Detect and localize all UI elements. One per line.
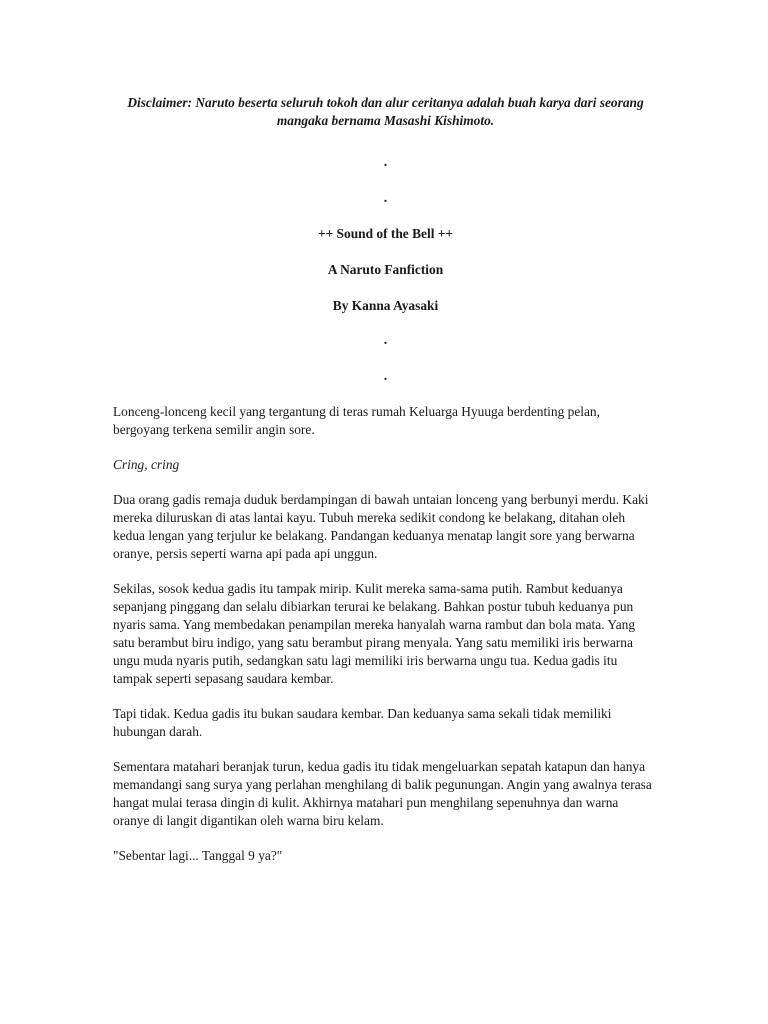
body-paragraph: "Sebentar lagi... Tanggal 9 ya?"	[113, 848, 283, 863]
disclaimer: Disclaimer: Naruto beserta seluruh tokoh dan alur ceritanya adalah buah karya dari seorang mangaka bernama Masashi Kishimoto.	[127, 95, 644, 128]
story-subtitle: A Naruto Fanfiction	[327, 262, 444, 277]
separator-dot: .	[383, 155, 388, 170]
body-paragraph: Sekilas, sosok kedua gadis itu tampak mirip. Kulit mereka sama-sama putih. Rambut keduanya sepanjang pinggang dan selalu dibiarkan terurai ke belakang. Bahkan postur tubuh keduanya pun nyaris sama. Yang membedakan penampilan mereka hanyalah warna rambut dan bola mata. Yang satu berambut biru indigo, yang satu berambut pirang menyala. Yang satu memiliki iris berwarna ungu muda nyaris putih, sedangkan satu lagi memiliki iris berwarna ungu tua. Kedua gadis itu tampak seperti sepasang saudara kembar.	[113, 581, 636, 686]
body-paragraph: Lonceng-lonceng kecil yang tergantung di teras rumah Keluarga Hyuuga berdenting pelan, bergoyang terkena semilir angin sore.	[113, 404, 600, 437]
body-paragraph: Tapi tidak. Kedua gadis itu bukan saudara kembar. Dan keduanya sama sekali tidak memiliki hubungan darah.	[113, 706, 612, 739]
story-author: By Kanna Ayasaki	[332, 298, 439, 313]
separator-dot: .	[383, 369, 388, 384]
body-paragraph: Dua orang gadis remaja duduk berdampingan di bawah untaian lonceng yang berbunyi merdu. Kaki mereka diluruskan di atas lantai kayu. Tubuh mereka sedikit condong ke belakang, ditahan oleh kedua lengan yang terjulur ke belakang. Pandangan keduanya menatap langit sore yang berwarna oranye, persis seperti warna api pada api unggun.	[113, 492, 649, 561]
separator-dot: .	[383, 333, 388, 348]
body-paragraph: Cring, cring	[113, 457, 180, 472]
story-title: ++ Sound of the Bell ++	[317, 226, 454, 241]
body-paragraph: Sementara matahari beranjak turun, kedua gadis itu tidak mengeluarkan sepatah katapun dan hanya memandangi sang surya yang perlahan menghilang di balik pegunungan. Angin yang awalnya terasa hangat mulai terasa dingin di kulit. Akhirnya matahari pun menghilang sepenuhnya dan warna oranye di langit digantikan oleh warna biru kelam.	[113, 759, 652, 828]
separator-dot: .	[383, 191, 388, 206]
document-page	[113, 94, 658, 865]
